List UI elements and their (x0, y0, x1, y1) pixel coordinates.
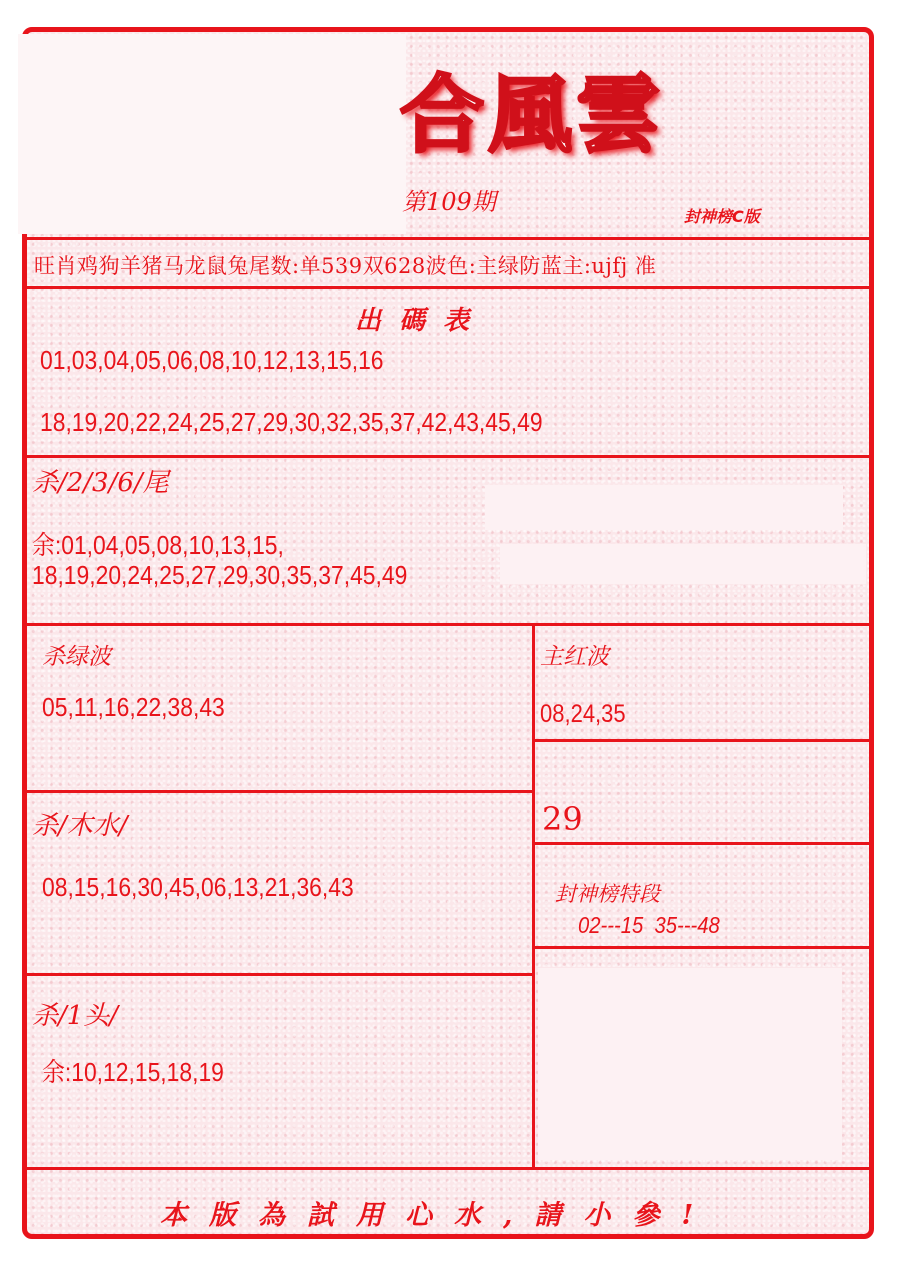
divider (27, 973, 535, 976)
chuma-line-1: 01,03,04,05,06,08,10,12,13,15,16 (40, 345, 384, 375)
feng-shen-values: 02---15 35---48 (578, 912, 720, 938)
zodiac-summary-line: 旺肖鸡狗羊猪马龙鼠兔尾数:单539双628波色:主绿防蓝主:ujfj 准 (34, 254, 657, 278)
divider (27, 623, 872, 626)
divider (27, 1167, 872, 1170)
chuma-table-title: 出碼表 (355, 306, 488, 336)
blank-area (538, 968, 842, 1160)
sha-lv-bo-values: 05,11,16,22,38,43 (42, 692, 225, 722)
single-number: 29 (542, 800, 583, 838)
issue-number: 第109期 (402, 188, 496, 216)
sha-mu-shui-values: 08,15,16,30,45,06,13,21,36,43 (42, 872, 354, 902)
sha-lv-bo-heading: 杀绿波 (42, 644, 111, 670)
divider (27, 237, 872, 240)
sha-wei-line-1: 余:01,04,05,08,10,13,15, (32, 530, 284, 560)
edition-label: 封神榜C版 (684, 207, 760, 226)
divider (27, 455, 872, 458)
blank-area (485, 485, 843, 530)
blank-area (500, 544, 866, 584)
feng-shen-heading: 封神榜特段 (555, 882, 660, 906)
divider (27, 790, 535, 793)
zhu-hong-bo-heading: 主红波 (540, 644, 609, 670)
zhu-hong-bo-values: 08,24,35 (540, 700, 626, 728)
divider (27, 286, 872, 289)
sha-wei-line-2: 18,19,20,24,25,27,29,30,35,37,45,49 (32, 560, 408, 590)
sha-tou-values: 余:10,12,15,18,19 (42, 1057, 224, 1087)
divider (532, 623, 535, 1169)
blank-logo-area (18, 34, 406, 234)
sheet-title: 合風雲 (400, 65, 665, 164)
divider (535, 946, 872, 949)
divider (535, 842, 872, 845)
divider (535, 739, 872, 742)
sha-tou-heading: 杀/1头/ (32, 1001, 119, 1031)
sha-wei-heading: 杀/2/3/6/尾 (32, 468, 169, 498)
sha-mu-shui-heading: 杀/木水/ (32, 811, 128, 841)
footer-note: 本版為試用心水,請小參! (160, 1200, 716, 1231)
chuma-line-2: 18,19,20,22,24,25,27,29,30,32,35,37,42,43,45,49 (40, 407, 543, 437)
